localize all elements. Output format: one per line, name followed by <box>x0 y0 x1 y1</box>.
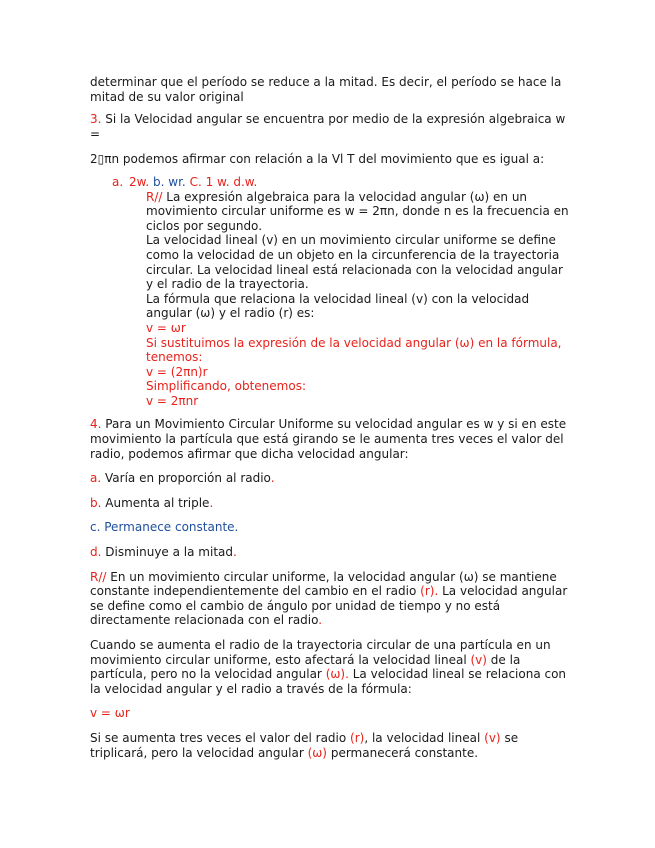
option-end: . <box>209 495 214 510</box>
answer-text: de la partícula, pero no la velocidad angular <box>90 652 521 682</box>
answer-paragraph-1 <box>90 570 570 628</box>
option-end: . <box>270 471 275 486</box>
option-end: . <box>233 545 237 560</box>
radius-symbol: (r). <box>420 584 439 599</box>
paragraph-intro: determinar que el período se reduce a la mitad. Es decir, el período se hace la mitad de su valor original <box>90 75 562 104</box>
answer-text: permanecerá constante. <box>330 745 479 760</box>
answer-text: En un movimiento circular uniforme, la velocidad angular (ω) se mantiene constante independientemente del cambio en el radio <box>90 569 557 599</box>
option-b <box>90 496 570 511</box>
document-page <box>90 75 570 760</box>
option-wr: wr. <box>168 174 186 189</box>
explanation-line: Simplificando, obtenemos: <box>146 379 306 394</box>
explanation-line: Si sustituimos la expresión de la velocidad angular (ω) en la fórmula, tenemos: <box>146 335 562 365</box>
answer-text: , la velocidad lineal <box>364 730 481 745</box>
answer-prefix: R// <box>146 189 163 204</box>
velocity-symbol: (v) <box>484 730 501 745</box>
answer-text: se triplicará, pero la velocidad angular <box>90 730 519 760</box>
answer-text: Cuando se aumenta el radio de la trayectoria circular de una partícula en un movimiento circular uniforme, esto afectará la velocidad lineal <box>90 638 551 667</box>
question-3-line2: 2▯πn podemos afirmar con relación a la Vl T del movimiento que es igual a: <box>90 152 545 167</box>
velocity-symbol: (v) <box>470 652 487 667</box>
radius-symbol: (r) <box>350 730 365 745</box>
option-text: Varía en proporción al radio <box>105 471 271 486</box>
option-letter: a. <box>90 471 102 486</box>
option-letter: b. <box>90 495 102 510</box>
question-3-number: 3. <box>90 112 102 127</box>
explanation-line: La velocidad lineal (v) en un movimiento circular uniforme se define como la velocidad de un objeto en la circunferencia de la trayectoria circular. La velocidad lineal está relacionada con la velocidad angular y el radio de la trayectoria. <box>146 233 563 292</box>
option-2w: 2w. <box>129 174 150 189</box>
explanation-line: La fórmula que relaciona la velocidad lineal (v) con la velocidad angular (ω) y el radio (r) es: <box>146 291 530 321</box>
omega-symbol: (ω). <box>325 667 349 682</box>
option-a <box>90 471 570 486</box>
option-text: Aumenta al triple <box>105 495 210 510</box>
answer-dot: . <box>318 613 323 628</box>
answer-text: Si se aumenta tres veces el valor del radio <box>90 730 347 745</box>
question-3-text: Si la Velocidad angular se encuentra por medio de la expresión algebraica w = <box>90 112 566 141</box>
formula-line: v = ωr <box>146 320 186 335</box>
formula-line: v = (2πn)r <box>146 364 208 379</box>
omega-symbol: (ω) <box>307 745 327 760</box>
list-item <box>112 175 570 409</box>
answer-paragraph-3 <box>90 731 570 760</box>
option-rest: C. 1 w. d.w. <box>189 174 258 189</box>
option-text: Disminuye a la mitad <box>105 545 233 560</box>
option-text: Permanece constante. <box>104 520 239 535</box>
option-letter: d. <box>90 545 102 560</box>
question-3-explanation <box>146 190 570 409</box>
answer-paragraph-2 <box>90 638 570 696</box>
question-4-number: 4. <box>90 417 102 432</box>
question-3-options <box>129 175 570 190</box>
question-3-answer-list <box>112 175 570 409</box>
answer-block <box>129 175 570 409</box>
answer-text: La expresión algebraica para la velocidad angular (ω) en un movimiento circular uniforme es w = 2πn, donde n es la frecuencia en ciclos por segundo. <box>146 189 569 233</box>
option-c <box>90 520 570 535</box>
question-4 <box>90 417 570 461</box>
question-3 <box>90 112 570 141</box>
option-d <box>90 545 570 560</box>
option-b: b. <box>153 174 165 189</box>
list-marker: a. <box>112 174 124 189</box>
answer-text: La velocidad lineal se relaciona con la velocidad angular y el radio a través de la fórmula: <box>90 667 567 696</box>
explanation-line <box>146 190 570 234</box>
option-letter: c. <box>90 520 101 535</box>
formula-line: v = 2πnr <box>146 393 199 408</box>
answer-text: La velocidad angular se define como el cambio de ángulo por unidad de tiempo y no está directamente relacionada con el radio <box>90 584 568 628</box>
formula: v = ωr <box>90 706 130 721</box>
answer-prefix: R// <box>90 569 107 584</box>
question-4-text: Para un Movimiento Circular Uniforme su velocidad angular es w y si en este movimiento la partícula que está girando se le aumenta tres veces el valor del radio, podemos afirmar que dicha velocidad angular: <box>90 417 567 461</box>
